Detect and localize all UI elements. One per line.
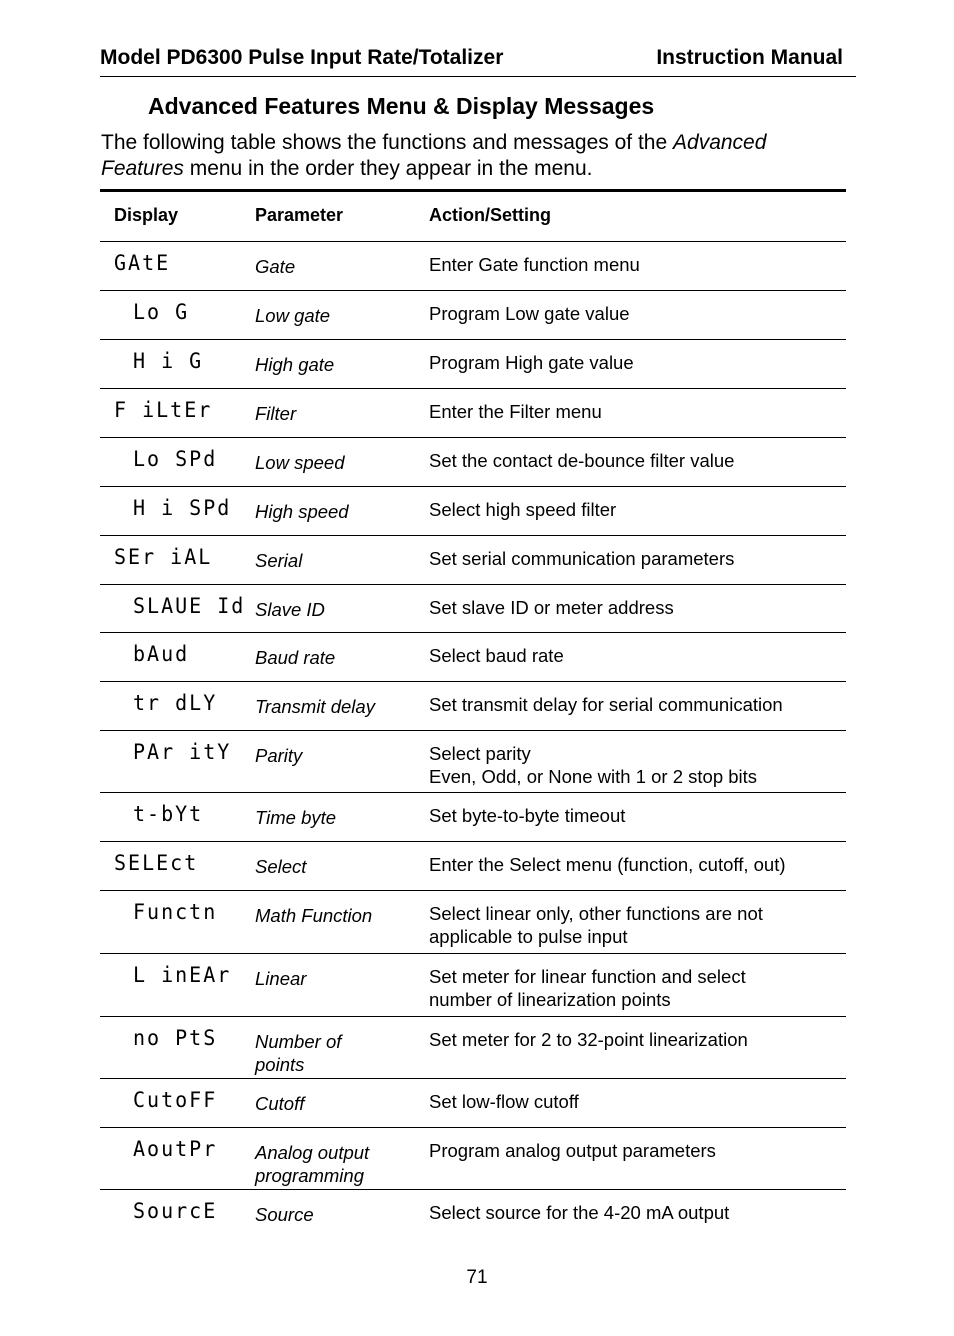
- action-setting: Enter the Select menu (function, cutoff, out): [429, 854, 786, 875]
- action-setting: Select source for the 4-20 mA output: [429, 1202, 730, 1223]
- action-setting: Select baud rate: [429, 645, 564, 666]
- display-message: no PtS: [133, 1025, 218, 1051]
- table-row: [100, 340, 846, 389]
- section-title: Advanced Features Menu & Display Messages: [148, 93, 655, 119]
- parameter-name: Number of points: [255, 1031, 342, 1075]
- display-message: bAud: [133, 641, 190, 667]
- display-message: CutoFF: [133, 1087, 218, 1113]
- table-row: [100, 633, 846, 682]
- parameter-name: Math Function: [255, 905, 373, 926]
- action-setting: Program Low gate value: [429, 303, 630, 324]
- column-header-parameter: Parameter: [255, 205, 344, 225]
- parameter-name: Cutoff: [255, 1093, 305, 1114]
- intro-text-end: menu in the order they appear in the menu.: [183, 157, 593, 180]
- parameter-name: Source: [255, 1204, 314, 1225]
- action-setting: Set transmit delay for serial communication: [429, 694, 783, 715]
- display-message: F iLtEr: [114, 397, 213, 423]
- action-setting: Set slave ID or meter address: [429, 597, 674, 618]
- action-setting: Set meter for 2 to 32-point linearization: [429, 1029, 748, 1050]
- parameter-name: Linear: [255, 968, 307, 989]
- display-message: AoutPr: [133, 1136, 218, 1162]
- display-message: L inEAr: [133, 962, 232, 988]
- parameter-name: Serial: [255, 550, 303, 571]
- page-number: 71: [466, 1267, 488, 1288]
- parameter-name: Time byte: [255, 807, 337, 828]
- display-message: GAtE: [114, 250, 171, 276]
- parameter-name: Slave ID: [255, 599, 325, 620]
- parameter-name: Transmit delay: [255, 696, 375, 717]
- table-row: [100, 1017, 846, 1079]
- display-message: t-bYt: [133, 801, 204, 827]
- action-setting: Set byte-to-byte timeout: [429, 805, 626, 826]
- parameter-name: High speed: [255, 501, 349, 522]
- table-row: [100, 389, 846, 438]
- intro-text: The following table shows the functions and messages of the: [101, 131, 674, 154]
- display-message: SourcE: [133, 1198, 218, 1224]
- action-setting: Program High gate value: [429, 352, 634, 373]
- display-message: Lo G: [133, 299, 190, 325]
- table-header: [100, 192, 846, 242]
- display-message: Lo SPd: [133, 446, 218, 472]
- action-setting: Enter Gate function menu: [429, 254, 640, 275]
- parameter-name: Gate: [255, 256, 296, 277]
- table-row: [100, 954, 846, 1017]
- action-setting: Select linear only, other functions are not applicable to pulse input: [429, 903, 763, 947]
- display-message: PAr itY: [133, 739, 232, 765]
- table-row: [100, 242, 846, 291]
- action-setting: Select parity Even, Odd, or None with 1 or 2 stop bits: [429, 743, 758, 787]
- display-message: SELEct: [114, 850, 199, 876]
- table-row: [100, 438, 846, 487]
- column-header-display: Display: [114, 205, 179, 225]
- table-row: [100, 1079, 846, 1128]
- table-row: [100, 291, 846, 340]
- table-row: [100, 842, 846, 891]
- intro-emphasis: Advanced Features: [101, 131, 767, 180]
- table-row: [100, 1190, 846, 1238]
- display-message: H i G: [133, 348, 204, 374]
- parameter-name: High gate: [255, 354, 335, 375]
- header-manual-label: Instruction Manual: [656, 46, 843, 69]
- parameter-name: Analog output programming: [255, 1142, 370, 1186]
- table-row: [100, 585, 846, 633]
- table-row: [100, 487, 846, 536]
- table-body: [100, 242, 846, 1238]
- display-message: tr dLY: [133, 690, 218, 716]
- display-message: H i SPd: [133, 495, 232, 521]
- action-setting: Set low-flow cutoff: [429, 1091, 579, 1112]
- parameter-name: Select: [255, 856, 307, 877]
- action-setting: Program analog output parameters: [429, 1140, 716, 1161]
- display-message: SEr iAL: [114, 544, 213, 570]
- action-setting: Set the contact de-bounce filter value: [429, 450, 735, 471]
- parameter-name: Baud rate: [255, 647, 336, 668]
- display-message: SLAUE Id: [133, 593, 246, 619]
- action-setting: Set meter for linear function and select number of linearization points: [429, 966, 746, 1010]
- parameter-name: Filter: [255, 403, 297, 424]
- action-setting: Select high speed filter: [429, 499, 617, 520]
- table-row: [100, 682, 846, 731]
- column-header-action: Action/Setting: [429, 205, 551, 225]
- table-row: [100, 793, 846, 842]
- action-setting: Set serial communication parameters: [429, 548, 735, 569]
- table-row: [100, 1128, 846, 1190]
- parameter-name: Low gate: [255, 305, 331, 326]
- action-setting: Enter the Filter menu: [429, 401, 602, 422]
- parameter-name: Low speed: [255, 452, 345, 473]
- table-row: [100, 891, 846, 954]
- table-row: [100, 731, 846, 793]
- table-row: [100, 536, 846, 585]
- advanced-features-table: [100, 189, 846, 1238]
- parameter-name: Parity: [255, 745, 303, 766]
- header-title: Model PD6300 Pulse Input Rate/Totalizer: [100, 46, 504, 69]
- display-message: Functn: [133, 899, 218, 925]
- intro-paragraph: [101, 130, 846, 182]
- page-header: [100, 46, 856, 77]
